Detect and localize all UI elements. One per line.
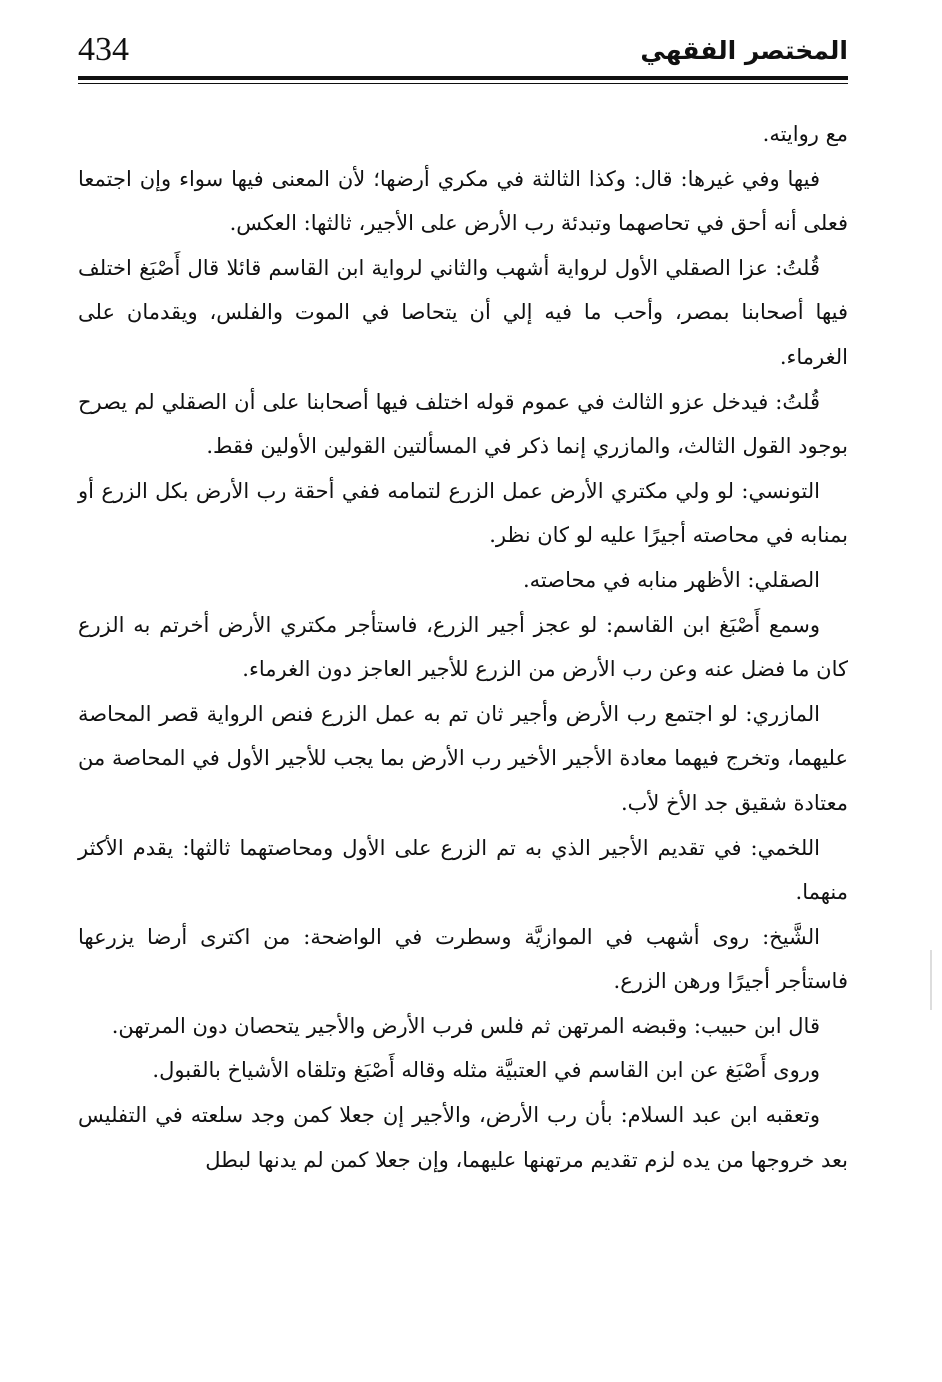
header-rule-thick [78,76,848,80]
paragraph: قال ابن حبيب: وقبضه المرتهن ثم فلس فرب الأرض والأجير يتحصان دون المرتهن. [111,1013,820,1038]
paragraph: الصقلي: الأظهر منابه في محاصته. [522,567,820,592]
paragraph: قُلتُ: عزا الصقلي الأول لرواية أشهب والثاني لرواية ابن القاسم قائلا قال أَصْبَغ اختلف فيها أصحابنا بمصر، وأحب ما فيه إلي أن يتحاصا في الموت والفلس، ويقدمان على الغرماء. [78,255,848,369]
paragraph: المازري: لو اجتمع رب الأرض وأجير ثان تم به عمل الزرع فنص الرواية قصر المحاصة عليهما، وتخرج فيهما معادة الأجير الأخير رب الأرض بما يجب للأجير الأول في المحاصة من معتادة شقيق جد الأخ لأب. [78,701,848,815]
paragraph: وروى أَصْبَغ عن ابن القاسم في العتبيَّة مثله وقاله أَصْبَغ وتلقاه الأشياخ بالقبول. [152,1058,820,1083]
paragraph: اللخمي: في تقديم الأجير الذي به تم الزرع على الأول ومحاصتهما ثالثها: يقدم الأكثر منهما. [78,835,848,905]
paragraph: التونسي: لو ولي مكتري الأرض عمل الزرع لتمامه ففي أحقة رب الأرض بكل الزرع أو بمنابه في محاصته أجيرًا عليه لو كان نظر. [78,478,848,548]
body-text [78,112,848,1182]
paragraph: الشَّيخ: روى أشهب في الموازيَّة وسطرت في الواضحة: من اكترى أرضا يزرعها فاستأجر أجيرًا ورهن الزرع. [78,924,848,994]
paragraph: مع روايته. [762,122,848,146]
book-title: المختصر الفقهي [640,36,848,65]
header-rule-thin [78,83,848,84]
page-number: 434 [78,31,129,68]
paragraph: وتعقبه ابن عبد السلام: بأن رب الأرض، والأجير إن جعلا كمن وجد سلعته في التفليس بعد خروجها من يده لزم تقديم مرتهنها عليهما، وإن جعلا كمن لم يدنها لبطل [78,1103,848,1172]
page-header [78,30,848,74]
paragraph: قُلتُ: فيدخل عزو الثالث في عموم قوله اختلف فيها أصحابنا على أن الصقلي لم يصرح بوجود القول الثالث، والمازري إنما ذكر في المسألتين القولين الأولين فقط. [78,389,848,459]
paragraph: فيها وفي غيرها: قال: وكذا الثالثة في مكري أرضها؛ لأن المعنى فيها سواء وإن اجتمعا فعلى أنه أحق في تحاصهما وتبدئة رب الأرض على الأجير، ثالثها: العكس. [78,166,848,236]
paragraph: وسمع أَصْبَغ ابن القاسم: لو عجز أجير الزرع، فاستأجر مكتري الأرض أخرتم به الزرع كان ما فضل عنه وعن رب الأرض من الزرع للأجير العاجز دون الغرماء. [78,612,848,682]
scan-margin-mark [930,950,932,1010]
